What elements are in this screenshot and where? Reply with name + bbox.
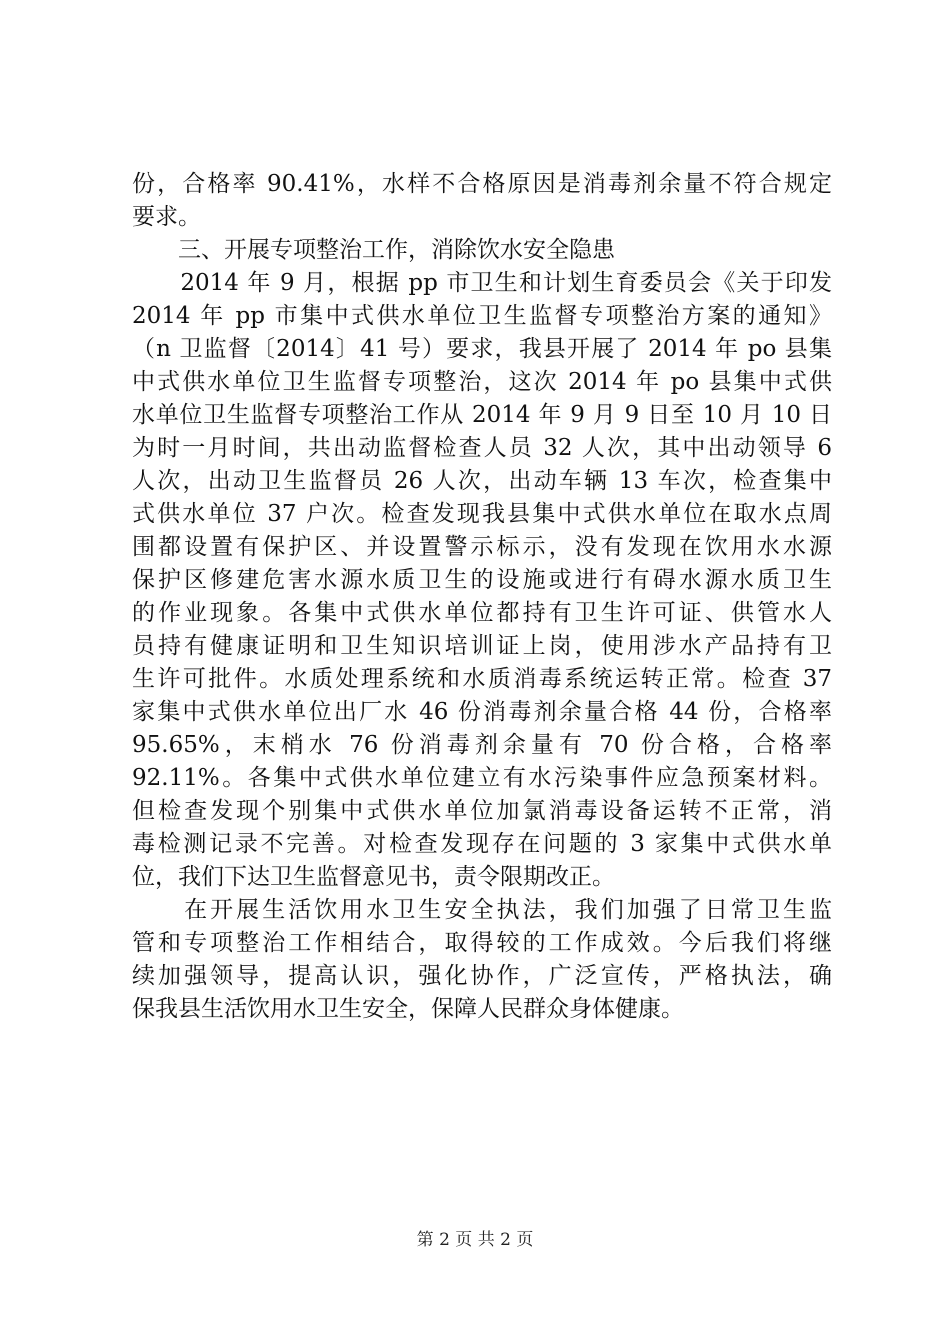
document-body — [132, 168, 832, 1026]
text-line: 续加强领导，提高认识，强化协作，广泛宣传，严格执法，确 — [132, 963, 832, 989]
text-line: 95.65%，末梢水 76 份消毒剂余量有 70 份合格，合格率 — [132, 732, 832, 758]
text-line: 但检查发现个别集中式供水单位加氯消毒设备运转不正常，消 — [132, 798, 832, 824]
text-line: 的作业现象。各集中式供水单位都持有卫生许可证、供管水人 — [132, 600, 832, 626]
text-line: 人次，出动卫生监督员 26 人次，出动车辆 13 车次，检查集中 — [132, 468, 832, 494]
section-heading: 三、开展专项整治工作，消除饮水安全隐患 — [132, 237, 615, 263]
text-line: 水单位卫生监督专项整治工作从 2014 年 9 月 9 日至 10 月 10 日 — [132, 402, 832, 428]
text-line: 92.11%。各集中式供水单位建立有水污染事件应急预案材料。 — [132, 765, 832, 791]
text-line: 位，我们下达卫生监督意见书，责令限期改正。 — [132, 864, 615, 890]
text-line: 管和专项整治工作相结合，取得较的工作成效。今后我们将继 — [132, 930, 832, 956]
text-line: 保护区修建危害水源水质卫生的设施或进行有碍水源水质卫生 — [132, 567, 832, 593]
text-line: 中式供水单位卫生监督专项整治，这次 2014 年 po 县集中式供 — [132, 369, 832, 395]
text-line: 毒检测记录不完善。对检查发现存在问题的 3 家集中式供水单 — [132, 831, 832, 857]
text-line: 围都设置有保护区、并设置警示标示，没有发现在饮用水水源 — [132, 534, 832, 560]
text-line: 生许可批件。水质处理系统和水质消毒系统运转正常。检查 37 — [132, 666, 832, 692]
text-line: 2014 年 pp 市集中式供水单位卫生监督专项整治方案的通知》 — [132, 303, 832, 329]
text-line: 份，合格率 90.41%，水样不合格原因是消毒剂余量不符合规定 — [132, 171, 832, 197]
text-line: 家集中式供水单位出厂水 46 份消毒剂余量合格 44 份，合格率 — [132, 699, 832, 725]
text-line: 要求。 — [132, 204, 201, 230]
text-line: （n 卫监督〔2014〕41 号）要求，我县开展了 2014 年 po 县集 — [132, 336, 832, 362]
page-footer: 第 2 页 共 2 页 — [416, 1230, 534, 1250]
text-line: 员持有健康证明和卫生知识培训证上岗，使用涉水产品持有卫 — [132, 633, 832, 659]
text-line: 保我县生活饮用水卫生安全，保障人民群众身体健康。 — [132, 996, 684, 1022]
text-line: 在开展生活饮用水卫生安全执法，我们加强了日常卫生监 — [132, 897, 832, 923]
text-line: 式供水单位 37 户次。检查发现我县集中式供水单位在取水点周 — [132, 501, 832, 527]
text-line: 为时一月时间，共出动监督检查人员 32 人次，其中出动领导 6 — [132, 435, 832, 461]
text-line: 2014 年 9 月，根据 pp 市卫生和计划生育委员会《关于印发 — [132, 270, 832, 296]
